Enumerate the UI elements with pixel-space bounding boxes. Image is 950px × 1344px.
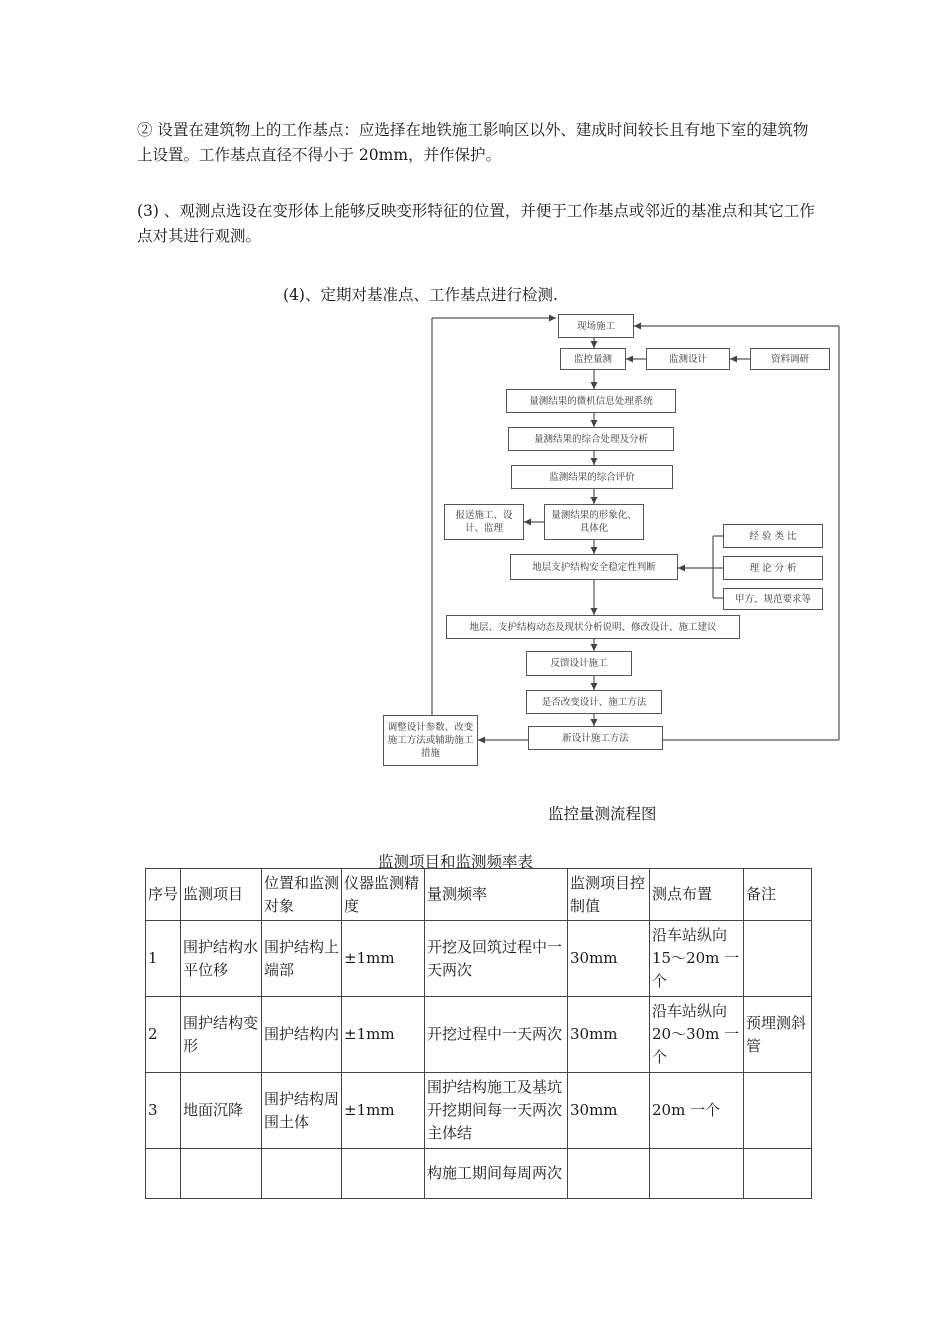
flow-box-stability-judgment: 地层支护结构安全稳定性判断	[510, 554, 678, 580]
table-cell: 围护结构内	[262, 997, 342, 1073]
header-cell: 位置和监测对象	[262, 869, 342, 921]
table-cell: 2	[146, 997, 181, 1073]
flow-box-comprehensive-analysis: 量测结果的综合处理及分析	[508, 427, 674, 451]
table-cell: 围护结构周围土体	[262, 1073, 342, 1149]
table-row	[146, 921, 812, 997]
table-cell	[650, 1149, 744, 1199]
table-cell: 预埋测斜管	[744, 997, 812, 1073]
table-cell: 沿车站纵向15～20m 一个	[650, 921, 744, 997]
header-cell: 监测项目控制值	[568, 869, 650, 921]
table-cell	[342, 1149, 425, 1199]
flow-box-new-method: 新设计施工方法	[528, 726, 663, 750]
table-cell: 围护结构水平位移	[181, 921, 262, 997]
table-cell: ±1mm	[342, 1073, 425, 1149]
table-cell: 构施工期间每周两次	[425, 1149, 568, 1199]
table-row	[146, 1073, 812, 1149]
flow-box-report: 报送施工、设计、监理	[444, 504, 524, 540]
table-cell: 开挖及回筑过程中一天两次	[425, 921, 568, 997]
table-cell: ±1mm	[342, 997, 425, 1073]
header-cell: 量测频率	[425, 869, 568, 921]
header-cell: 测点布置	[650, 869, 744, 921]
table-cell: 30mm	[568, 997, 650, 1073]
flow-box-site-construction: 现场施工	[558, 314, 634, 338]
flow-box-theory-analysis: 理 论 分 析	[723, 556, 823, 580]
header-cell: 仪器监测精度	[342, 869, 425, 921]
flow-box-visualization: 量测结果的形象化、具体化	[544, 504, 644, 540]
flow-box-data-research: 资料调研	[750, 348, 830, 370]
flow-box-feedback: 反馈设计施工	[526, 651, 632, 676]
flow-box-comprehensive-evaluation: 监测结果的综合评价	[511, 465, 673, 489]
table-cell: 围护结构上端部	[262, 921, 342, 997]
flow-box-monitoring-design: 监测设计	[646, 348, 730, 370]
table-title: 监测项目和监测频率表	[378, 853, 534, 871]
table-cell	[744, 1149, 812, 1199]
flow-box-change-question: 是否改变设计、施工方法	[526, 690, 662, 714]
table-header-row	[146, 869, 812, 921]
header-cell: 序号	[146, 869, 181, 921]
paragraph-periodic-check: (4)、定期对基准点、工作基点进行检测.	[283, 286, 558, 304]
monitoring-flowchart	[378, 308, 848, 773]
table-cell: 30mm	[568, 921, 650, 997]
flow-box-monitoring-measurement: 监控量测	[560, 348, 626, 370]
header-cell: 备注	[744, 869, 812, 921]
table-cell: 3	[146, 1073, 181, 1149]
table-cell: 20m 一个	[650, 1073, 744, 1149]
table-cell	[262, 1149, 342, 1199]
table-cell	[744, 921, 812, 997]
flow-box-experience-analogy: 经 验 类 比	[723, 524, 823, 548]
table-cell: ±1mm	[342, 921, 425, 997]
table-cell	[568, 1149, 650, 1199]
table-cell	[181, 1149, 262, 1199]
table-row	[146, 1149, 812, 1199]
paragraph-work-base-point: ② 设置在建筑物上的工作基点：应选择在地铁施工影响区以外、建成时间较长且有地下室的建筑物上设置。工作基点直径不得小于 20mm，并作保护。	[137, 121, 809, 164]
table-cell: 地面沉降	[181, 1073, 262, 1149]
flow-box-owner-requirements: 甲方、规范要求等	[723, 588, 823, 610]
table-row	[146, 997, 812, 1073]
flow-box-adjust-params: 调整设计参数、改变施工方法或辅助施工措施	[383, 715, 478, 766]
table-cell	[146, 1149, 181, 1199]
flow-box-computer-processing: 量测结果的微机信息处理系统	[506, 389, 676, 413]
flowchart-caption: 监控量测流程图	[548, 805, 657, 823]
header-cell: 监测项目	[181, 869, 262, 921]
table-cell	[744, 1073, 812, 1149]
paragraph-observation-points: (3) 、观测点选设在变形体上能够反映变形特征的位置，并便于工作基点或邻近的基准点和其它工作点对其进行观测。	[137, 202, 815, 245]
table-cell: 围护结构变形	[181, 997, 262, 1073]
monitoring-table	[145, 868, 812, 1199]
table-cell: 沿车站纵向20～30m 一个	[650, 997, 744, 1073]
table-cell: 开挖过程中一天两次	[425, 997, 568, 1073]
table-cell: 30mm	[568, 1073, 650, 1149]
table-cell: 围护结构施工及基坑开挖期间每一天两次主体结	[425, 1073, 568, 1149]
flow-box-state-description: 地层、支护结构动态及现状分析说明、修改设计、施工建议	[446, 615, 740, 639]
table-cell: 1	[146, 921, 181, 997]
